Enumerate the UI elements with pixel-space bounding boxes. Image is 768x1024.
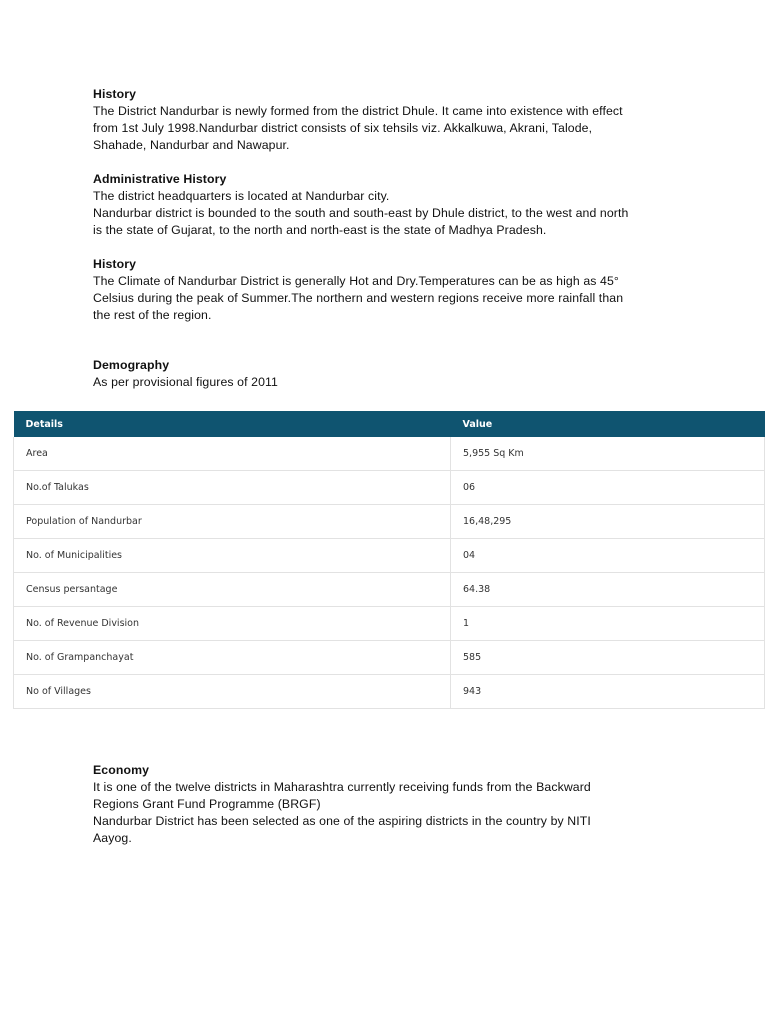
value-cell: 943 <box>451 675 765 709</box>
detail-cell: Census persantage <box>14 573 451 607</box>
climate-line: Celsius during the peak of Summer.The northern and western regions receive more rainfall than <box>93 291 624 305</box>
history-line: from 1st July 1998.Nandurbar district consists of six tehsils viz. Akkalkuwa, Akrani, Talode, <box>93 121 593 135</box>
detail-cell: No. of Grampanchayat <box>14 641 451 675</box>
value-cell: 585 <box>451 641 765 675</box>
table-row <box>14 471 765 505</box>
economy-line: Regions Grant Fund Programme (BRGF) <box>93 797 321 811</box>
demography-section <box>93 357 683 391</box>
value-cell: 16,48,295 <box>451 505 765 539</box>
table-row <box>14 437 765 471</box>
administrative-history-heading: Administrative History <box>93 172 227 186</box>
climate-line: The Climate of Nandurbar District is generally Hot and Dry.Temperatures can be as high as 45° <box>93 274 619 288</box>
administrative-history-line: The district headquarters is located at Nandurbar city. <box>93 189 390 203</box>
climate-section <box>93 256 683 324</box>
history-section <box>93 86 683 154</box>
value-cell: 06 <box>451 471 765 505</box>
administrative-history-section <box>93 171 683 239</box>
administrative-history-line: is the state of Gujarat, to the north and north-east is the state of Madhya Pradesh. <box>93 223 547 237</box>
table-row <box>14 539 765 573</box>
economy-line: Nandurbar District has been selected as one of the aspiring districts in the country by NITI <box>93 814 591 828</box>
table-row <box>14 675 765 709</box>
table-row <box>14 573 765 607</box>
demography-heading: Demography <box>93 358 170 372</box>
economy-section <box>93 762 683 847</box>
value-cell: 04 <box>451 539 765 573</box>
detail-cell: No. of Revenue Division <box>14 607 451 641</box>
table-row <box>14 505 765 539</box>
history-line: The District Nandurbar is newly formed from the district Dhule. It came into existence with effect <box>93 104 623 118</box>
value-cell: 1 <box>451 607 765 641</box>
economy-line: Aayog. <box>93 831 132 845</box>
detail-cell: No.of Talukas <box>14 471 451 505</box>
table-row <box>14 607 765 641</box>
history-line: Shahade, Nandurbar and Nawapur. <box>93 138 290 152</box>
economy-line: It is one of the twelve districts in Maharashtra currently receiving funds from the Backward <box>93 780 591 794</box>
climate-heading: History <box>93 257 137 271</box>
value-column-header: Value <box>451 411 765 437</box>
details-column-header: Details <box>14 411 451 437</box>
table-row <box>14 641 765 675</box>
climate-line: the rest of the region. <box>93 308 212 322</box>
detail-cell: No of Villages <box>14 675 451 709</box>
detail-cell: Population of Nandurbar <box>14 505 451 539</box>
administrative-history-line: Nandurbar district is bounded to the south and south-east by Dhule district, to the west and north <box>93 206 629 220</box>
detail-cell: No. of Municipalities <box>14 539 451 573</box>
value-cell: 64.38 <box>451 573 765 607</box>
economy-heading: Economy <box>93 763 150 777</box>
table-header-row <box>14 411 765 437</box>
history-heading: History <box>93 87 137 101</box>
demography-subtitle: As per provisional figures of 2011 <box>93 375 278 389</box>
demography-table <box>13 411 765 709</box>
value-cell: 5,955 Sq Km <box>451 437 765 471</box>
detail-cell: Area <box>14 437 451 471</box>
